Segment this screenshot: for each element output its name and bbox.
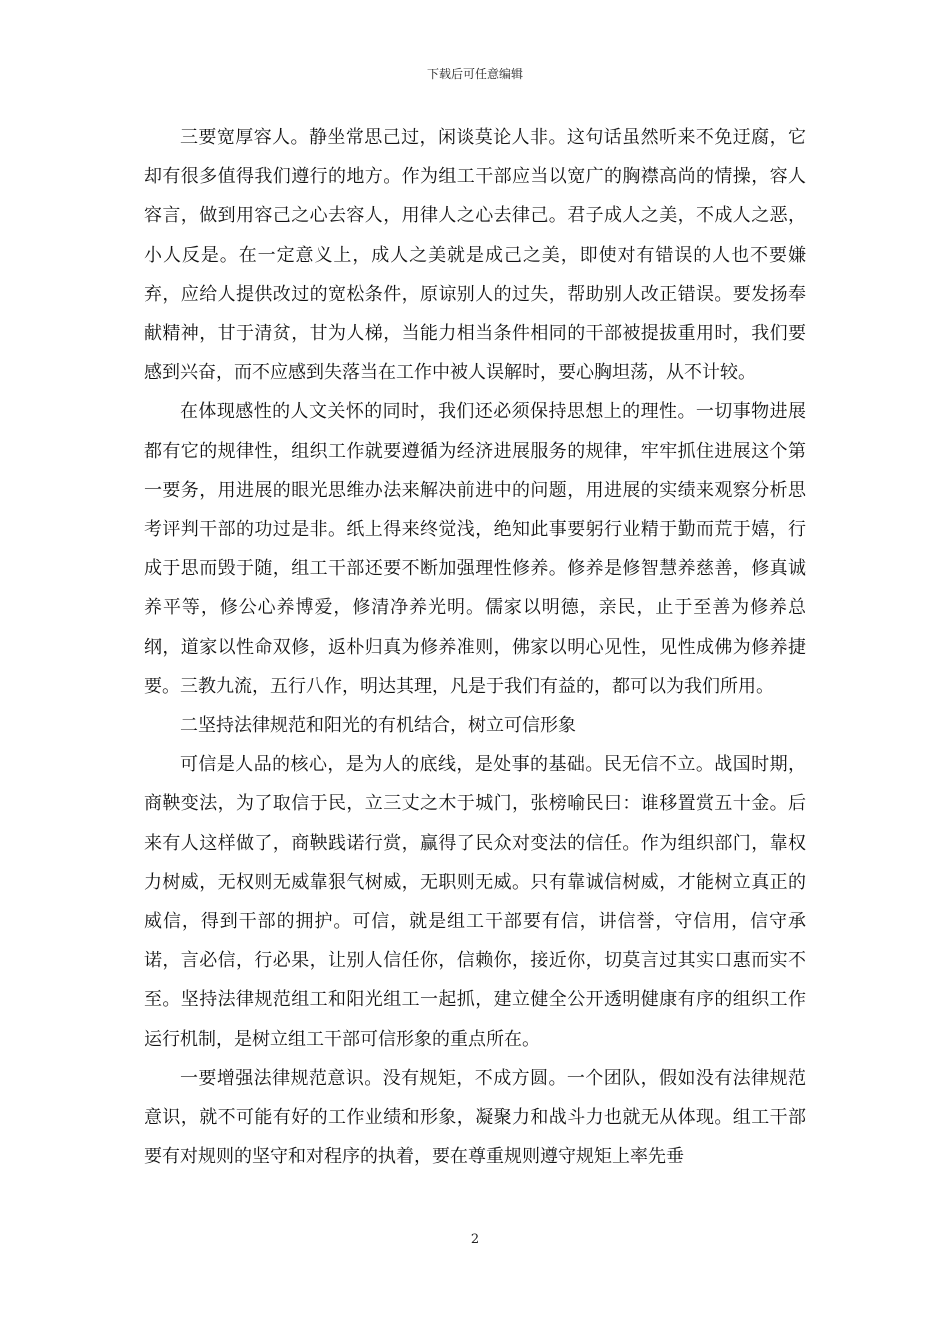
paragraph-legal-awareness: 一要增强法律规范意识。没有规矩，不成方圆。一个团队，假如没有法律规范意识，就不可能有好的工作业绩和形象，凝聚力和战斗力也就无从体现。组工干部要有对规则的坚守和对程序的执着，要在尊重规则遵守规矩上率先垂 bbox=[144, 1067, 806, 1168]
document-body bbox=[144, 118, 806, 1176]
page-number: 2 bbox=[470, 1232, 480, 1247]
paragraph-credibility: 可信是人品的核心，是为人的底线，是处事的基础。民无信不立。战国时期，商鞅变法，为了取信于民，立三丈之木于城门，张榜喻民曰：谁移置赏五十金。后来有人这样做了，商鞅践诺行赏，赢得了民众对变法的信任。作为组织部门，靠权力树威，无权则无威靠狠气树威，无职则无威。只有靠诚信树威，才能树立真正的威信，得到干部的拥护。可信，就是组工干部要有信，讲信誉，守信用，信守承诺，言必信，行必果，让别人信任你，信赖你，接近你，切莫言过其实口惠而实不至。坚持法律规范组工和阳光组工一起抓，建立健全公开透明健康有序的组织工作运行机制，是树立组工干部可信形象的重点所在。 bbox=[144, 754, 806, 1050]
page-header: 下载后可任意编辑 bbox=[426, 67, 523, 81]
paragraph-rationality: 在体现感性的人文关怀的同时，我们还必须保持思想上的理性。一切事物进展都有它的规律性，组织工作就要遵循为经济进展服务的规律，牢牢抓住进展这个第一要务，用进展的眼光思维办法来解决前进中的问题，用进展的实绩来观察分析思考评判干部的功过是非。纸上得来终觉浅，绝知此事要躬行业精于勤而荒于嬉，行成于思而毁于随，组工干部还要不断加强理性修养。修养是修智慧养慈善，修真诚养平等，修公心养博爱，修清净养光明。儒家以明德，亲民，止于至善为修养总纲，道家以性命双修，返朴归真为修养准则，佛家以明心见性，见性成佛为修养捷要。三教九流，五行八作，明达其理，凡是于我们有益的，都可以为我们所用。 bbox=[144, 401, 806, 697]
paragraph-tolerance: 三要宽厚容人。静坐常思己过，闲谈莫论人非。这句话虽然听来不免迂腐，它却有很多值得我们遵行的地方。作为组工干部应当以宽广的胸襟高尚的情操，容人容言，做到用容己之心去容人，用律人之心去律己。君子成人之美，不成人之恶，小人反是。在一定意义上，成人之美就是成己之美，即使对有错误的人也不要嫌弃，应给人提供改过的宽松条件，原谅别人的过失，帮助别人改正错误。要发扬奉献精神，甘于清贫，甘为人梯，当能力相当条件相同的干部被提拔重用时，我们要感到兴奋，而不应感到失落当在工作中被人误解时，要心胸坦荡，从不计较。 bbox=[144, 127, 806, 384]
section-heading-credibility: 二坚持法律规范和阳光的有机结合，树立可信形象 bbox=[180, 715, 576, 737]
